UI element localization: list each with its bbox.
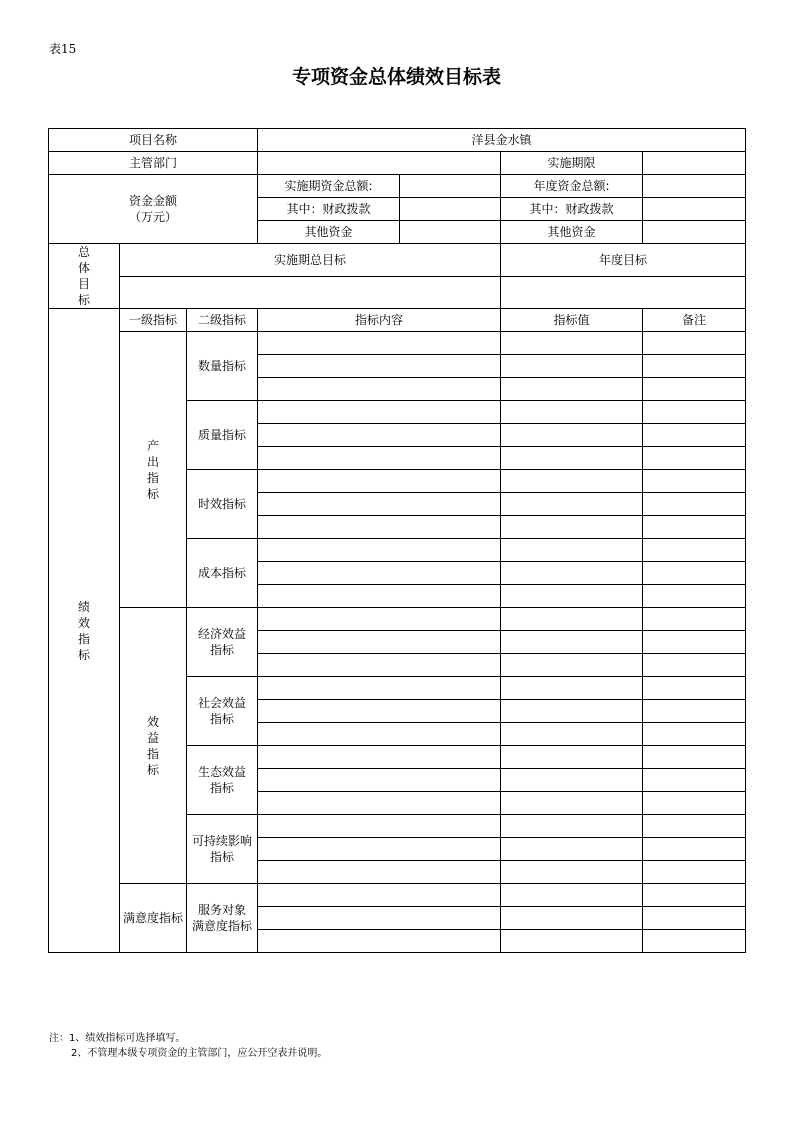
indicator-value-cell[interactable]	[501, 654, 643, 677]
satisfaction-indicator-label: 满意度指标	[120, 884, 187, 953]
indicator-content-cell[interactable]	[258, 723, 501, 746]
annual-goal-header: 年度目标	[501, 244, 746, 277]
sustainable-line1: 可持续影响	[191, 834, 252, 848]
period-fiscal-label: 其中：财政拨款	[258, 198, 400, 221]
indicator-note-cell[interactable]	[643, 654, 746, 677]
period-other-label: 其他资金	[258, 221, 400, 244]
indicator-content-cell[interactable]	[258, 378, 501, 401]
indicator-value-cell[interactable]	[501, 562, 643, 585]
output-char: 指	[146, 470, 159, 485]
value-header: 指标值	[501, 309, 643, 332]
indicator-content-cell[interactable]	[258, 792, 501, 815]
period-total-value[interactable]	[400, 175, 501, 198]
overall-char: 体	[77, 261, 90, 275]
perf-char: 效	[77, 615, 90, 630]
indicator-content-cell[interactable]	[258, 746, 501, 769]
indicator-value-cell[interactable]	[501, 493, 643, 516]
indicator-note-cell[interactable]	[643, 792, 746, 815]
indicator-note-cell[interactable]	[643, 861, 746, 884]
benefit-char: 指	[146, 746, 159, 761]
perf-char: 指	[77, 631, 90, 646]
indicator-value-cell[interactable]	[501, 608, 643, 631]
indicator-note-cell[interactable]	[643, 907, 746, 930]
indicator-content-cell[interactable]	[258, 516, 501, 539]
indicator-content-cell[interactable]	[258, 769, 501, 792]
indicator-value-cell[interactable]	[501, 792, 643, 815]
indicator-value-cell[interactable]	[501, 332, 643, 355]
indicator-value-cell[interactable]	[501, 884, 643, 907]
project-name-label: 项目名称	[49, 129, 258, 152]
indicator-content-cell[interactable]	[258, 608, 501, 631]
indicator-content-cell[interactable]	[258, 493, 501, 516]
period-total-label: 实施期资金总额:	[258, 175, 400, 198]
overall-char: 目	[77, 277, 90, 291]
service-line1: 服务对象	[197, 903, 246, 917]
output-char: 标	[146, 486, 159, 501]
period-fiscal-value[interactable]	[400, 198, 501, 221]
indicator-note-cell[interactable]	[643, 884, 746, 907]
overall-char: 总	[77, 245, 90, 259]
indicator-value-cell[interactable]	[501, 401, 643, 424]
indicator-note-cell[interactable]	[643, 562, 746, 585]
annual-total-value[interactable]	[643, 175, 746, 198]
indicator-value-cell[interactable]	[501, 631, 643, 654]
indicator-content-cell[interactable]	[258, 401, 501, 424]
indicator-note-cell[interactable]	[643, 769, 746, 792]
annual-fiscal-value[interactable]	[643, 198, 746, 221]
footnotes	[49, 1031, 327, 1061]
output-indicator-label	[120, 332, 187, 608]
table-number: 表15	[49, 42, 77, 56]
overall-char: 标	[77, 293, 90, 307]
economic-line2: 指标	[209, 643, 234, 657]
indicator-content-cell[interactable]	[258, 585, 501, 608]
indicator-value-cell[interactable]	[501, 723, 643, 746]
indicator-note-cell[interactable]	[643, 723, 746, 746]
service-satisfaction-indicator	[187, 884, 258, 953]
indicator-content-cell[interactable]	[258, 861, 501, 884]
indicator-note-cell[interactable]	[643, 332, 746, 355]
note-line-2: 2、不管理本级专项资金的主管部门，应公开空表并说明。	[71, 1048, 328, 1059]
indicator-value-cell[interactable]	[501, 677, 643, 700]
indicator-note-cell[interactable]	[643, 516, 746, 539]
indicator-content-cell[interactable]	[258, 677, 501, 700]
indicator-note-cell[interactable]	[643, 470, 746, 493]
benefit-char: 效	[146, 714, 159, 729]
quantity-indicator: 数量指标	[187, 332, 258, 401]
benefit-char: 标	[146, 762, 159, 777]
annual-total-label: 年度资金总额:	[501, 175, 643, 198]
indicator-content-cell[interactable]	[258, 930, 501, 953]
indicator-content-cell[interactable]	[258, 470, 501, 493]
indicator-note-cell[interactable]	[643, 378, 746, 401]
indicator-note-cell[interactable]	[643, 608, 746, 631]
indicator-note-cell[interactable]	[643, 700, 746, 723]
indicator-value-cell[interactable]	[501, 861, 643, 884]
indicator-content-cell[interactable]	[258, 654, 501, 677]
period-value[interactable]	[643, 152, 746, 175]
economic-benefit-indicator	[187, 608, 258, 677]
period-goal-header: 实施期总目标	[120, 244, 501, 277]
indicator-value-cell[interactable]	[501, 815, 643, 838]
content-header: 指标内容	[258, 309, 501, 332]
perf-indicator-label	[49, 309, 120, 953]
service-line2: 满意度指标	[191, 919, 252, 933]
indicator-note-cell[interactable]	[643, 493, 746, 516]
cost-indicator: 成本指标	[187, 539, 258, 608]
fund-label-line2: （万元）	[128, 210, 177, 224]
social-line2: 指标	[209, 712, 234, 726]
indicator-note-cell[interactable]	[643, 447, 746, 470]
indicator-value-cell[interactable]	[501, 424, 643, 447]
indicator-content-cell[interactable]	[258, 815, 501, 838]
dept-value[interactable]	[258, 152, 501, 175]
period-other-value[interactable]	[400, 221, 501, 244]
indicator-content-cell[interactable]	[258, 332, 501, 355]
sustainable-line2: 指标	[209, 850, 234, 864]
indicator-value-cell[interactable]	[501, 516, 643, 539]
quality-indicator: 质量指标	[187, 401, 258, 470]
social-benefit-indicator	[187, 677, 258, 746]
annual-other-label: 其他资金	[501, 221, 643, 244]
indicator-note-cell[interactable]	[643, 424, 746, 447]
indicator-value-cell[interactable]	[501, 769, 643, 792]
note-header: 备注	[643, 309, 746, 332]
indicator-value-cell[interactable]	[501, 838, 643, 861]
annual-other-value[interactable]	[643, 221, 746, 244]
indicator-value-cell[interactable]	[501, 585, 643, 608]
social-line1: 社会效益	[197, 696, 246, 710]
indicator-value-cell[interactable]	[501, 378, 643, 401]
indicator-value-cell[interactable]	[501, 700, 643, 723]
ecological-benefit-indicator	[187, 746, 258, 815]
indicator-note-cell[interactable]	[643, 355, 746, 378]
benefit-indicator-label	[120, 608, 187, 884]
indicator-value-cell[interactable]	[501, 746, 643, 769]
economic-line1: 经济效益	[197, 627, 246, 641]
indicator-note-cell[interactable]	[643, 585, 746, 608]
indicator-note-cell[interactable]	[643, 677, 746, 700]
level1-header: 一级指标	[120, 309, 187, 332]
indicator-note-cell[interactable]	[643, 746, 746, 769]
period-label: 实施期限	[501, 152, 643, 175]
performance-goal-table	[48, 128, 746, 953]
indicator-content-cell[interactable]	[258, 562, 501, 585]
indicator-content-cell[interactable]	[258, 884, 501, 907]
ecological-line1: 生态效益	[197, 765, 246, 779]
indicator-content-cell[interactable]	[258, 447, 501, 470]
indicator-note-cell[interactable]	[643, 631, 746, 654]
indicator-value-cell[interactable]	[501, 930, 643, 953]
annual-goal-content[interactable]	[501, 276, 746, 309]
period-goal-content[interactable]	[120, 276, 501, 309]
indicator-content-cell[interactable]	[258, 539, 501, 562]
indicator-content-cell[interactable]	[258, 838, 501, 861]
indicator-note-cell[interactable]	[643, 539, 746, 562]
annual-fiscal-label: 其中：财政拨款	[501, 198, 643, 221]
indicator-value-cell[interactable]	[501, 539, 643, 562]
level2-header: 二级指标	[187, 309, 258, 332]
output-char: 产	[146, 438, 159, 453]
ecological-line2: 指标	[209, 781, 234, 795]
indicator-content-cell[interactable]	[258, 700, 501, 723]
indicator-value-cell[interactable]	[501, 470, 643, 493]
dept-label: 主管部门	[49, 152, 258, 175]
project-name-value[interactable]: 洋县金水镇	[258, 129, 746, 152]
overall-goal-label	[49, 244, 120, 309]
indicator-note-cell[interactable]	[643, 930, 746, 953]
indicator-note-cell[interactable]	[643, 401, 746, 424]
perf-char: 标	[77, 647, 90, 662]
indicator-content-cell[interactable]	[258, 355, 501, 378]
fund-label-line1: 资金金额	[128, 194, 177, 208]
sustainable-impact-indicator	[187, 815, 258, 884]
indicator-content-cell[interactable]	[258, 631, 501, 654]
benefit-char: 益	[146, 730, 159, 745]
indicator-note-cell[interactable]	[643, 838, 746, 861]
indicator-value-cell[interactable]	[501, 907, 643, 930]
perf-char: 绩	[77, 599, 90, 614]
note-line-1: 注：1、绩效指标可选择填写。	[49, 1033, 186, 1044]
indicator-content-cell[interactable]	[258, 424, 501, 447]
fund-amount-label	[49, 175, 258, 244]
indicator-note-cell[interactable]	[643, 815, 746, 838]
indicator-value-cell[interactable]	[501, 355, 643, 378]
page-title: 专项资金总体绩效目标表	[291, 66, 501, 88]
indicator-value-cell[interactable]	[501, 447, 643, 470]
timeliness-indicator: 时效指标	[187, 470, 258, 539]
output-char: 出	[146, 454, 159, 469]
indicator-content-cell[interactable]	[258, 907, 501, 930]
